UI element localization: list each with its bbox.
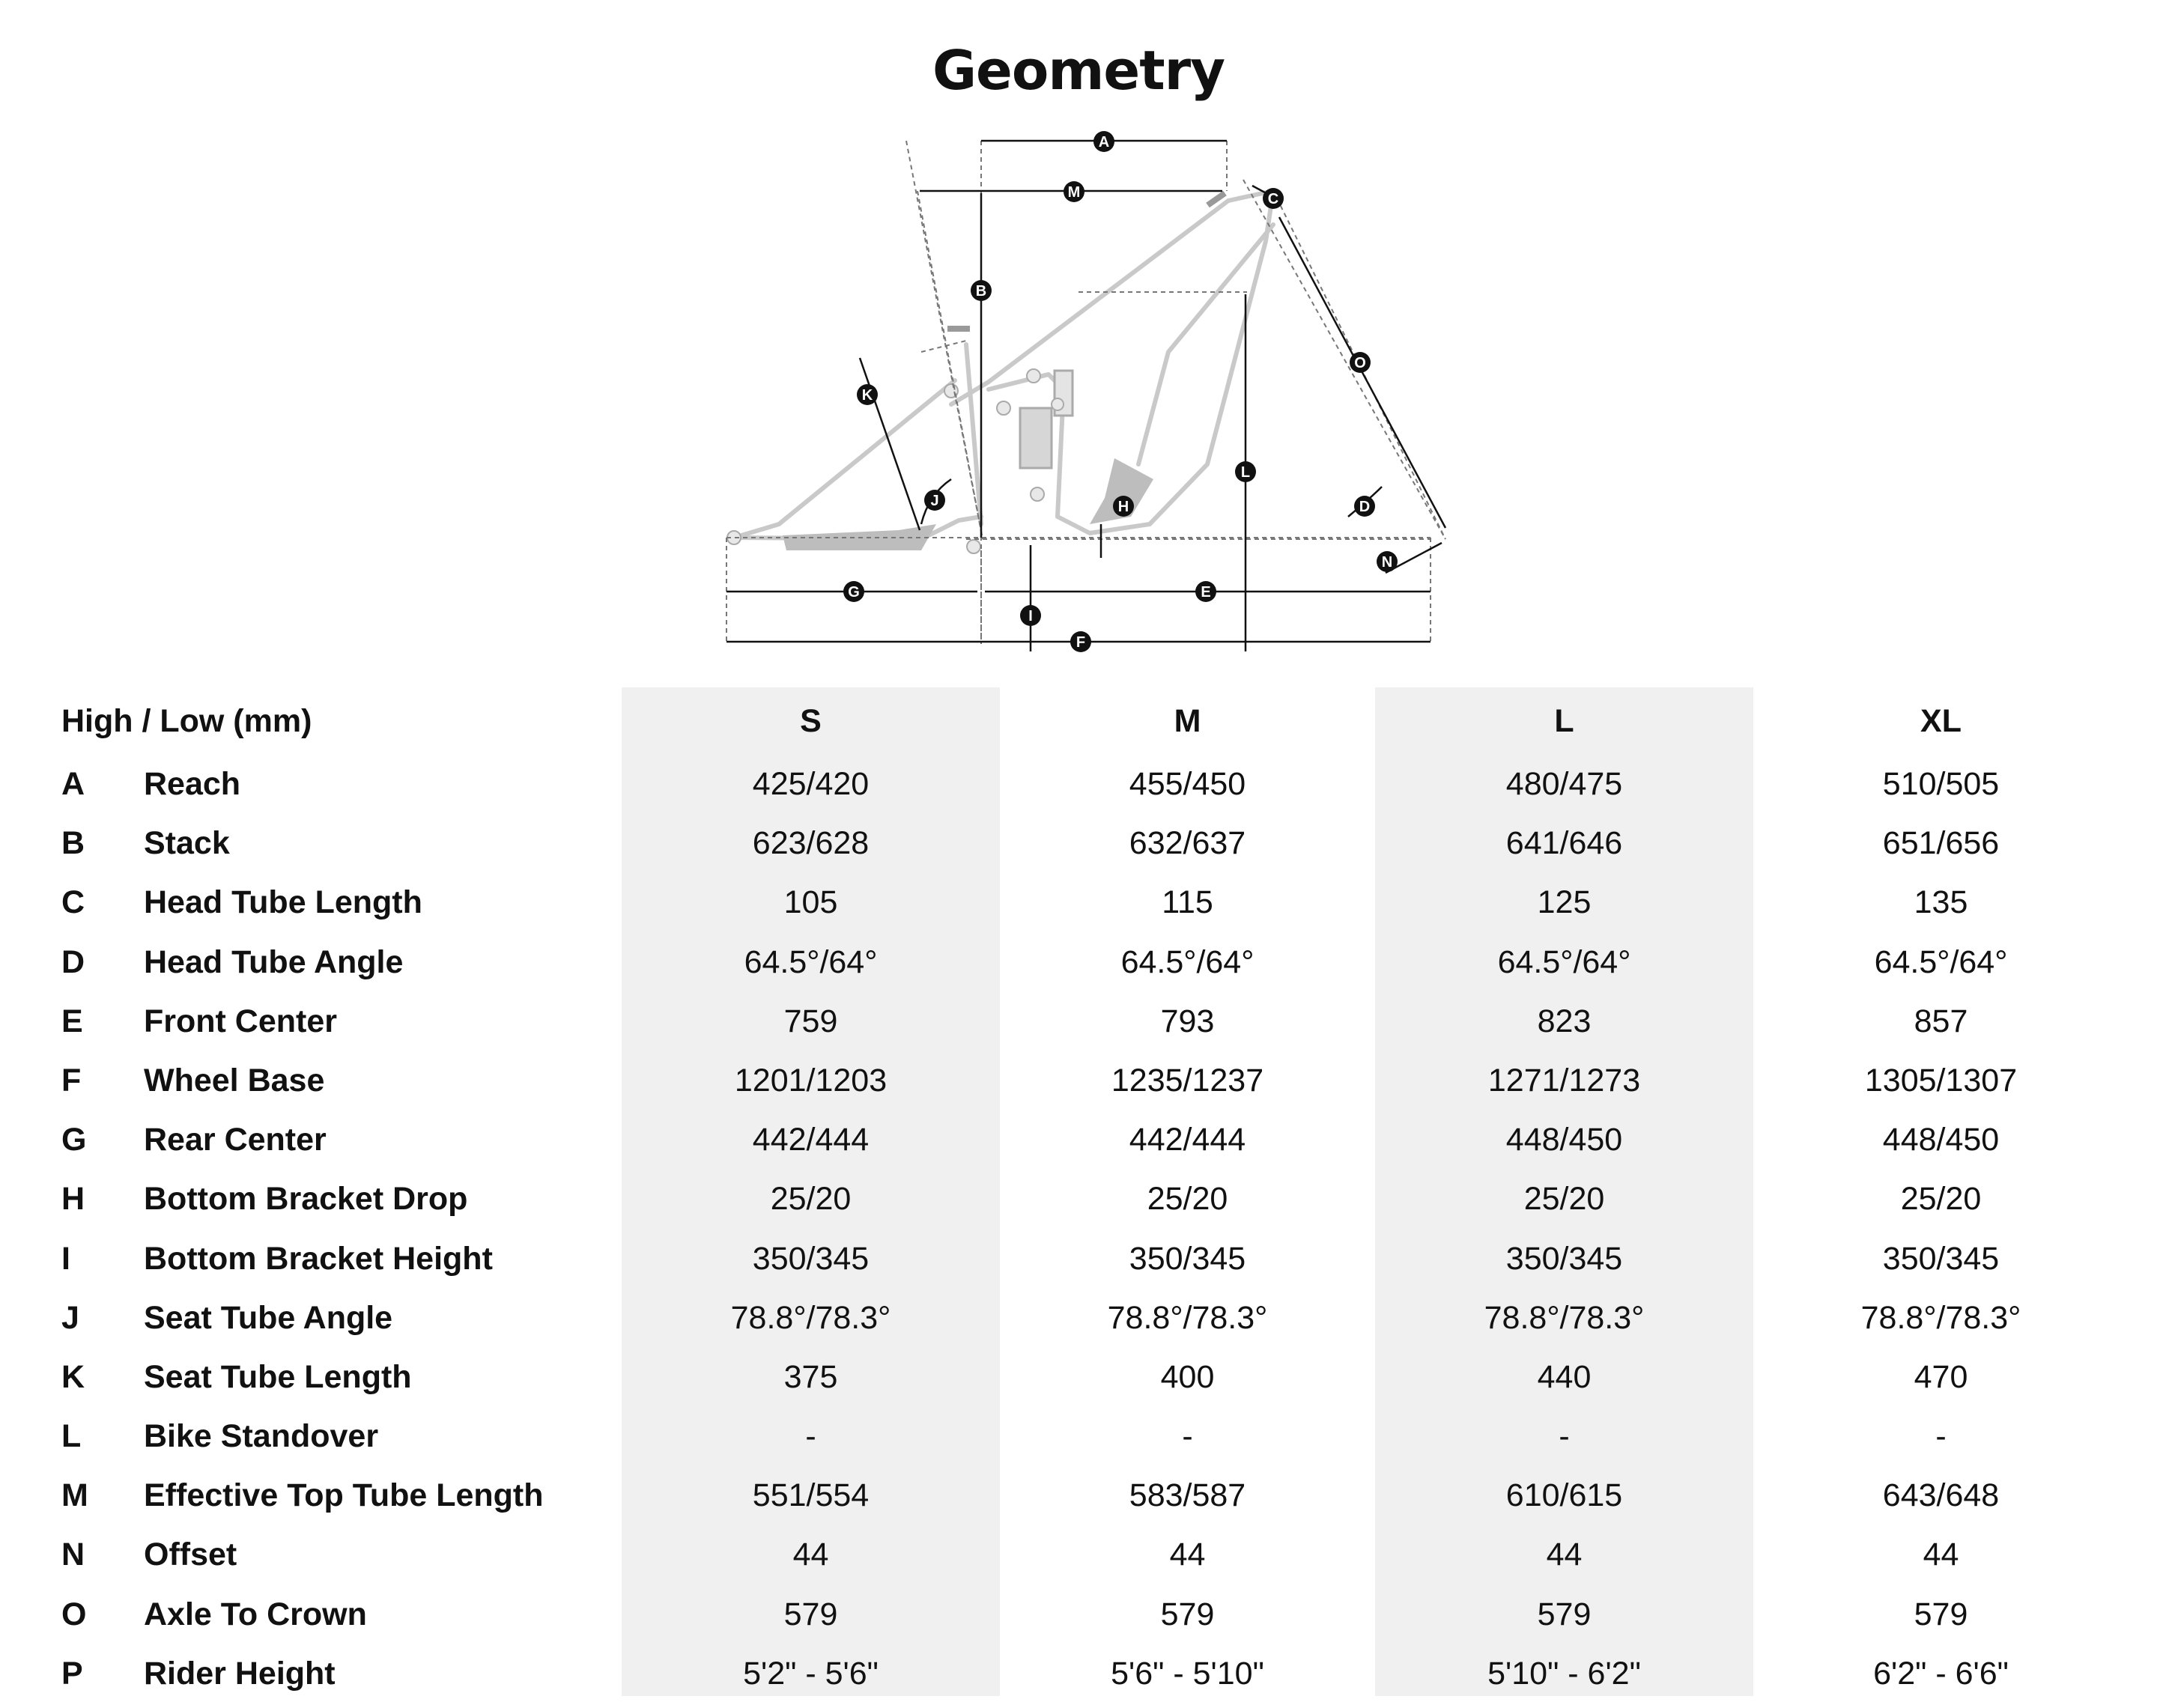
- label-d-badge: [1354, 496, 1375, 517]
- table-row: [0, 1348, 2157, 1407]
- label-b-badge: [971, 280, 992, 301]
- table-row: [0, 1289, 2157, 1348]
- row-value: 400: [1160, 1358, 1215, 1395]
- row-name: Reach: [144, 766, 241, 802]
- page-title: Geometry: [932, 39, 1225, 102]
- dimension-lines: [726, 141, 1445, 651]
- row-letter: C: [61, 884, 85, 921]
- row-value: 350/345: [752, 1240, 870, 1277]
- table-row: [0, 814, 2157, 873]
- row-value: 78.8°/78.3°: [1107, 1299, 1268, 1336]
- table-row: [0, 873, 2157, 932]
- svg-text:H: H: [1117, 499, 1129, 515]
- row-value: 1271/1273: [1487, 1062, 1641, 1098]
- row-value: 350/345: [1505, 1240, 1623, 1277]
- row-value: 25/20: [770, 1181, 852, 1218]
- table-row: [0, 992, 2157, 1051]
- table-row: [0, 1466, 2157, 1525]
- row-value: 64.5°/64°: [1874, 943, 2008, 980]
- svg-text:C: C: [1267, 191, 1279, 207]
- label-k-badge: [857, 384, 878, 405]
- row-value: 641/646: [1505, 825, 1623, 862]
- row-value: 651/656: [1882, 825, 2000, 862]
- row-value: 64.5°/64°: [1120, 943, 1255, 980]
- svg-text:F: F: [1076, 634, 1086, 651]
- row-value: 64.5°/64°: [1497, 943, 1631, 980]
- row-value: 350/345: [1882, 1240, 2000, 1277]
- row-value: -: [1935, 1418, 1947, 1455]
- row-name: Head Tube Angle: [144, 943, 404, 980]
- row-value: 857: [1914, 1003, 1968, 1039]
- row-value: 375: [783, 1358, 838, 1395]
- row-value: 759: [783, 1003, 838, 1039]
- table-row: [0, 1644, 2157, 1704]
- row-value: 5'2" - 5'6": [743, 1655, 879, 1692]
- row-value: 579: [1160, 1596, 1215, 1632]
- row-name: Bottom Bracket Height: [144, 1240, 493, 1277]
- units-header: High / Low (mm): [61, 703, 312, 739]
- row-name: Seat Tube Length: [144, 1358, 412, 1395]
- row-letter: D: [61, 943, 85, 980]
- row-letter: B: [61, 825, 85, 862]
- label-h-badge: [1113, 496, 1134, 517]
- size-header: XL: [1920, 703, 1962, 739]
- row-value: 579: [783, 1596, 838, 1632]
- svg-text:K: K: [861, 387, 873, 404]
- row-name: Bike Standover: [144, 1418, 379, 1455]
- row-name: Bottom Bracket Drop: [144, 1181, 468, 1218]
- svg-text:I: I: [1028, 608, 1033, 624]
- row-value: -: [1182, 1418, 1193, 1455]
- row-name: Rider Height: [144, 1655, 336, 1692]
- label-o-badge: [1350, 352, 1371, 373]
- row-value: 610/615: [1505, 1477, 1623, 1514]
- label-m-badge: [1064, 181, 1084, 202]
- row-value: 125: [1537, 884, 1592, 921]
- row-letter: A: [61, 766, 85, 802]
- row-value: 5'6" - 5'10": [1111, 1655, 1264, 1692]
- table-row: [0, 755, 2157, 814]
- row-letter: J: [61, 1299, 79, 1336]
- row-value: 510/505: [1882, 766, 2000, 802]
- table-row: [0, 1407, 2157, 1466]
- row-letter: H: [61, 1181, 85, 1218]
- row-value: 5'10" - 6'2": [1487, 1655, 1641, 1692]
- row-value: 78.8°/78.3°: [730, 1299, 891, 1336]
- row-letter: N: [61, 1537, 85, 1573]
- label-l-badge: [1235, 461, 1256, 482]
- row-letter: E: [61, 1003, 83, 1039]
- row-letter: I: [61, 1240, 70, 1277]
- label-g-badge: [843, 581, 864, 602]
- row-value: 480/475: [1505, 766, 1623, 802]
- row-name: Front Center: [144, 1003, 337, 1039]
- row-value: 1201/1203: [734, 1062, 888, 1098]
- row-value: 350/345: [1129, 1240, 1246, 1277]
- svg-text:J: J: [930, 493, 939, 509]
- label-f-badge: [1070, 631, 1091, 652]
- table-row: [0, 933, 2157, 992]
- row-value: 793: [1160, 1003, 1215, 1039]
- row-value: 623/628: [752, 825, 870, 862]
- row-value: 448/450: [1505, 1122, 1623, 1158]
- row-value: 579: [1914, 1596, 1968, 1632]
- row-value: 44: [792, 1537, 829, 1573]
- geometry-table: [0, 687, 2157, 1704]
- row-value: 115: [1162, 884, 1213, 921]
- row-value: 579: [1537, 1596, 1592, 1632]
- row-letter: G: [61, 1122, 87, 1158]
- row-value: 442/444: [1129, 1122, 1246, 1158]
- row-value: -: [1559, 1418, 1570, 1455]
- label-j-badge: [924, 490, 945, 511]
- row-name: Effective Top Tube Length: [144, 1477, 544, 1514]
- row-letter: O: [61, 1596, 87, 1632]
- label-e-badge: [1195, 581, 1216, 602]
- row-value: -: [805, 1418, 816, 1455]
- row-value: 105: [783, 884, 838, 921]
- row-name: Rear Center: [144, 1122, 327, 1158]
- label-n-badge: [1377, 551, 1398, 572]
- row-value: 440: [1537, 1358, 1592, 1395]
- row-value: 25/20: [1147, 1181, 1228, 1218]
- svg-text:O: O: [1354, 355, 1366, 371]
- svg-text:M: M: [1067, 184, 1081, 201]
- svg-text:A: A: [1098, 134, 1110, 151]
- bike-frame: [734, 191, 1273, 539]
- svg-text:D: D: [1359, 499, 1371, 515]
- shock-body: [1020, 408, 1052, 468]
- row-value: 64.5°/64°: [744, 943, 878, 980]
- svg-text:E: E: [1201, 584, 1211, 601]
- row-value: 25/20: [1900, 1181, 1982, 1218]
- row-letter: M: [61, 1477, 88, 1514]
- row-value: 448/450: [1882, 1122, 2000, 1158]
- bike-geometry-diagram: [704, 127, 1483, 666]
- row-value: 44: [1923, 1537, 1959, 1573]
- dimension-labels: [843, 131, 1398, 652]
- table-row: [0, 1585, 2157, 1644]
- row-value: 1235/1237: [1111, 1062, 1264, 1098]
- row-value: 470: [1914, 1358, 1968, 1395]
- row-value: 1305/1307: [1864, 1062, 2018, 1098]
- svg-text:G: G: [848, 584, 860, 601]
- row-value: 643/648: [1882, 1477, 2000, 1514]
- svg-text:B: B: [975, 283, 987, 300]
- seat-collar: [947, 326, 970, 332]
- row-value: 6'2" - 6'6": [1873, 1655, 2009, 1692]
- row-name: Axle To Crown: [144, 1596, 367, 1632]
- row-value: 44: [1546, 1537, 1583, 1573]
- row-value: 442/444: [752, 1122, 870, 1158]
- table-header-row: [0, 687, 2157, 755]
- row-value: 78.8°/78.3°: [1484, 1299, 1645, 1336]
- row-name: Seat Tube Angle: [144, 1299, 393, 1336]
- table-row: [0, 1525, 2157, 1584]
- row-value: 551/554: [752, 1477, 870, 1514]
- svg-text:L: L: [1240, 464, 1251, 481]
- label-i-badge: [1020, 605, 1041, 626]
- svg-text:N: N: [1381, 554, 1393, 571]
- row-value: 425/420: [752, 766, 870, 802]
- row-value: 823: [1537, 1003, 1592, 1039]
- row-value: 135: [1914, 884, 1968, 921]
- row-letter: K: [61, 1358, 85, 1395]
- row-value: 44: [1169, 1537, 1206, 1573]
- row-value: 455/450: [1129, 766, 1246, 802]
- row-letter: F: [61, 1062, 82, 1098]
- row-letter: L: [61, 1418, 82, 1455]
- row-value: 78.8°/78.3°: [1860, 1299, 2021, 1336]
- table-row: [0, 1230, 2157, 1289]
- row-name: Head Tube Length: [144, 884, 422, 921]
- row-value: 632/637: [1129, 825, 1246, 862]
- row-value: 25/20: [1523, 1181, 1605, 1218]
- row-letter: P: [61, 1655, 83, 1692]
- size-header: S: [800, 703, 822, 739]
- row-value: 583/587: [1129, 1477, 1246, 1514]
- row-name: Stack: [144, 825, 230, 862]
- table-row: [0, 1170, 2157, 1229]
- reference-lines: [726, 141, 1445, 644]
- table-row: [0, 1110, 2157, 1170]
- label-a-badge: [1093, 131, 1114, 152]
- size-header: L: [1554, 703, 1574, 739]
- table-row: [0, 1051, 2157, 1110]
- row-name: Wheel Base: [144, 1062, 325, 1098]
- label-c-badge: [1263, 188, 1284, 209]
- row-name: Offset: [144, 1537, 237, 1573]
- size-header: M: [1174, 703, 1201, 739]
